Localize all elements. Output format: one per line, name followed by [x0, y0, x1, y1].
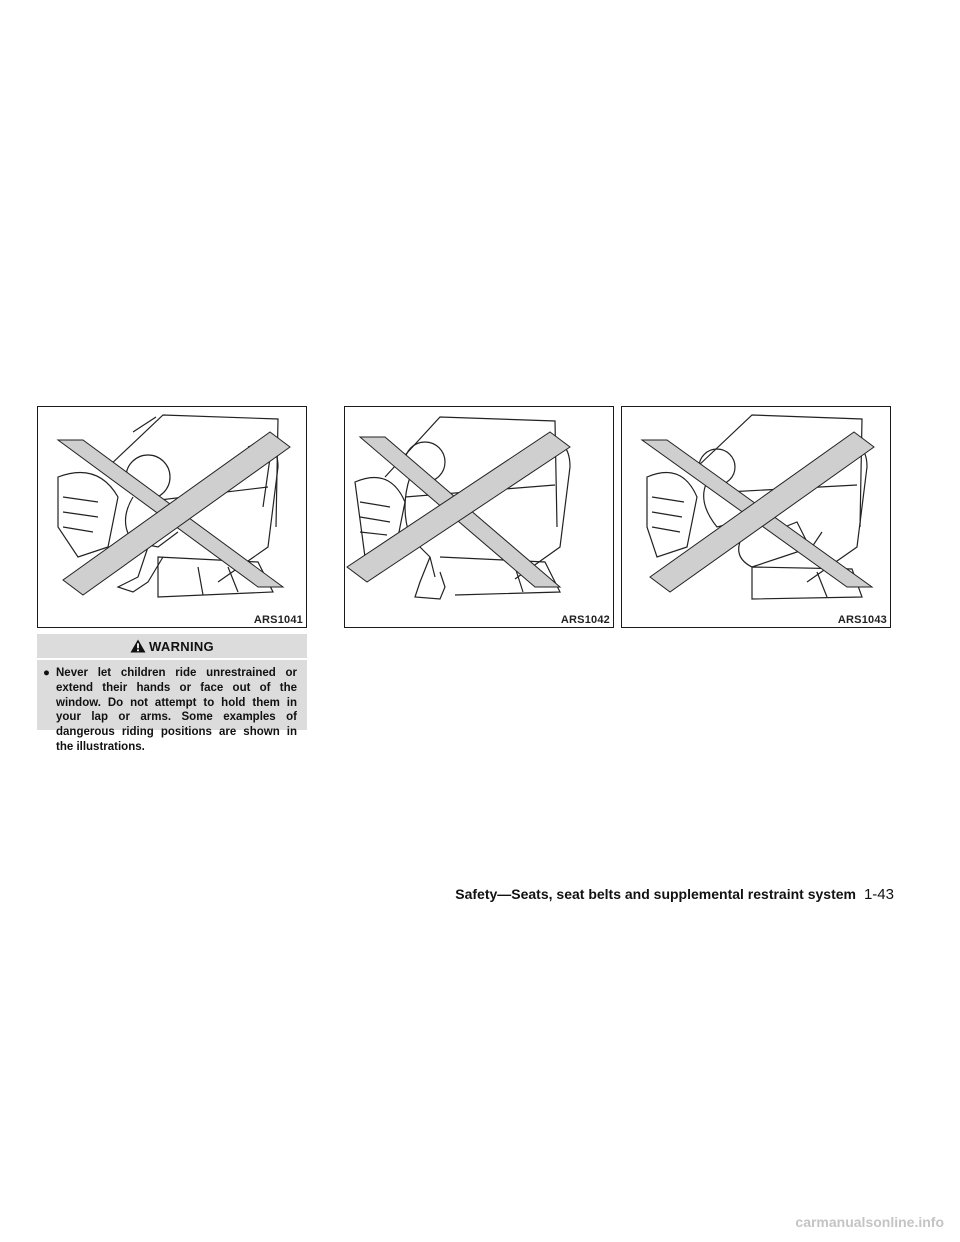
warning-title: WARNING — [149, 638, 214, 654]
warning-bullet-item — [37, 660, 307, 755]
warning-text: Never let children ride unrestrained or extend their hands or face out of the window. Do not attempt to hold them in your lap or arms. Some examples of dangerous riding positions are shown in the illustrations. — [56, 667, 297, 753]
illustration-child-kneeling-seat — [344, 406, 614, 628]
prohibition-x-mark — [58, 432, 290, 595]
figure-code: ARS1041 — [253, 614, 303, 626]
warning-triangle-icon — [130, 639, 146, 653]
bullet-icon: ● — [43, 667, 50, 679]
figure-code: ARS1042 — [560, 614, 610, 626]
car-interior-drawing — [345, 407, 613, 627]
warning-box — [37, 634, 307, 753]
warning-header — [37, 634, 307, 660]
figure-code: ARS1043 — [837, 614, 887, 626]
illustration-child-standing-window — [37, 406, 307, 628]
page-footer — [455, 886, 894, 903]
illustration-child-lying-seat — [621, 406, 891, 628]
car-interior-drawing — [622, 407, 890, 627]
section-title: Safety—Seats, seat belts and supplemental restraint system — [455, 886, 856, 902]
page-number: 1-43 — [863, 886, 894, 903]
prohibition-x-mark — [642, 432, 874, 592]
car-interior-drawing — [38, 407, 306, 627]
watermark: carmanualsonline.info — [795, 1214, 944, 1230]
